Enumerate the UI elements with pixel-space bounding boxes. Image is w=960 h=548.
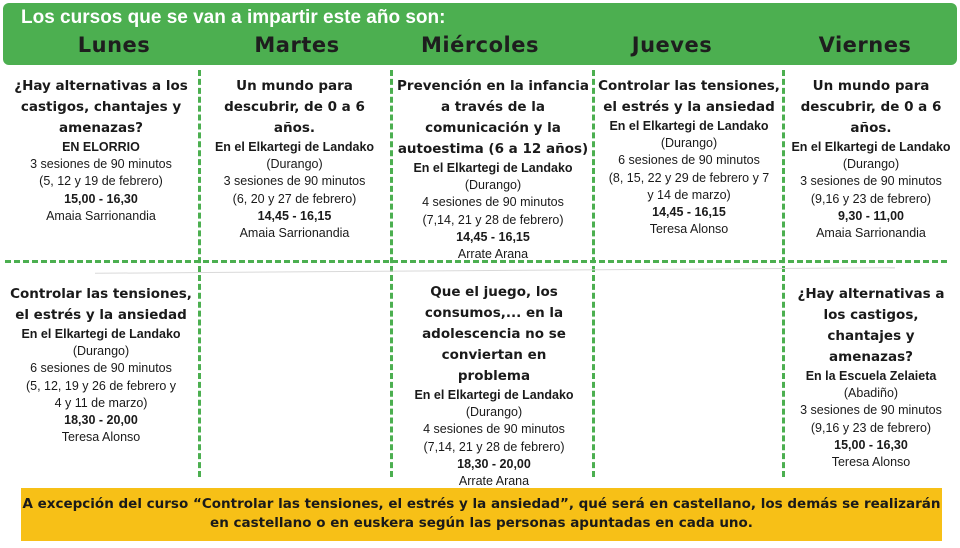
course-title: Que el juego, los consumos,... en la adolescencia no se conviertan en problema — [422, 284, 566, 384]
column-divider — [782, 70, 785, 477]
course-dates: (8, 15, 22 y 29 de febrero y 7 y 14 de marzo) — [608, 170, 770, 202]
course-hours: 9,30 - 11,00 — [837, 208, 905, 223]
course-place: En el Elkartegi de Landako — [791, 140, 951, 154]
course-hours: 18,30 - 20,00 — [457, 456, 531, 471]
course-sessions: 3 sesiones de 90 minutos — [800, 403, 942, 418]
day-header-thursday: Jueves — [631, 33, 713, 57]
course-card-friday-1 — [786, 76, 956, 242]
course-title: ¿Hay alternativas a los castigos, chantajes y amenazas? — [14, 78, 188, 136]
course-teacher: Teresa Alonso — [61, 430, 141, 445]
thin-divider — [95, 267, 895, 274]
course-teacher: Teresa Alonso — [649, 222, 729, 237]
course-teacher: Amaia Sarrionandia — [239, 226, 350, 241]
footer-note-banner — [21, 488, 942, 541]
page-title: Los cursos que se van a impartir este año son: — [21, 7, 446, 28]
course-sessions: 3 sesiones de 90 minutos — [30, 157, 172, 172]
course-title: Un mundo para descubrir, de 0 a 6 años. — [224, 78, 365, 136]
course-dates: (5, 12, 19 y 26 de febrero y 4 y 11 de marzo) — [25, 378, 177, 410]
course-hours: 14,45 - 16,15 — [257, 208, 332, 223]
course-card-friday-2 — [786, 284, 956, 471]
course-card-tuesday-1 — [202, 76, 387, 242]
course-hours: 18,30 - 20,00 — [64, 413, 138, 428]
course-card-monday-1 — [8, 76, 194, 225]
footer-note: A excepción del curso “Controlar las tensiones, el estrés y la ansiedad”, qué será en castellano, los demás se realizarán en castellano o en euskera según las personas apuntadas en cada uno. — [22, 496, 941, 531]
course-dates: (7,14, 21 y 28 de febrero) — [422, 212, 564, 227]
course-town: (Durango) — [266, 157, 323, 172]
course-teacher: Amaia Sarrionandia — [816, 226, 926, 241]
course-hours: 15,00 - 16,30 — [834, 437, 908, 452]
course-sessions: 3 sesiones de 90 minutos — [223, 174, 366, 189]
course-teacher: Arrate Arana — [458, 474, 530, 489]
course-title: Prevención en la infancia a través de la comunicación y la autoestima (6 a 12 años) — [397, 78, 589, 157]
course-card-wednesday-1 — [396, 76, 590, 263]
course-title: Un mundo para descubrir, de 0 a 6 años. — [800, 78, 942, 136]
course-hours: 14,45 - 16,15 — [456, 229, 530, 244]
column-divider — [592, 70, 595, 477]
course-town: (Durango) — [660, 136, 718, 151]
day-header-friday: Viernes — [818, 33, 912, 57]
course-card-thursday-1 — [598, 76, 780, 238]
course-town: (Durango) — [465, 405, 523, 420]
course-dates: (6, 20 y 27 de febrero) — [232, 191, 357, 206]
day-header-tuesday: Martes — [254, 33, 340, 57]
course-sessions: 3 sesiones de 90 minutos — [800, 174, 942, 189]
course-town: (Durango) — [842, 157, 900, 172]
course-hours: 15,00 - 16,30 — [64, 191, 138, 206]
course-sessions: 6 sesiones de 90 minutos — [30, 361, 172, 376]
course-town: (Abadiño) — [843, 386, 899, 401]
course-dates: (7,14, 21 y 28 de febrero) — [423, 439, 565, 454]
course-sessions: 6 sesiones de 90 minutos — [618, 153, 760, 168]
course-dates: (5, 12 y 19 de febrero) — [39, 174, 163, 189]
column-divider — [390, 70, 393, 477]
course-title: ¿Hay alternativas a los castigos, chantajes y amenazas? — [797, 286, 945, 365]
course-dates: (9,16 y 23 de febrero) — [810, 191, 932, 206]
course-dates: (9,16 y 23 de febrero) — [810, 420, 932, 435]
course-hours: 14,45 - 16,15 — [652, 205, 726, 220]
course-town: (Durango) — [72, 344, 130, 359]
course-title: Controlar las tensiones, el estrés y la ansiedad — [10, 286, 192, 323]
course-card-wednesday-2 — [404, 282, 584, 490]
day-header-monday: Lunes — [77, 33, 151, 57]
course-sessions: 4 sesiones de 90 minutos — [423, 422, 565, 437]
course-teacher: Arrate Arana — [457, 247, 529, 262]
day-header-wednesday: Miércoles — [420, 33, 539, 57]
course-teacher: Amaia Sarrionandia — [46, 208, 156, 223]
course-sessions: 4 sesiones de 90 minutos — [422, 195, 564, 210]
course-card-monday-2 — [8, 284, 194, 446]
course-teacher: Teresa Alonso — [831, 455, 911, 470]
course-place: En el Elkartegi de Landako — [414, 388, 574, 402]
course-place: EN ELORRIO — [62, 140, 140, 154]
course-place: En la Escuela Zelaieta — [805, 369, 937, 383]
course-town: (Durango) — [464, 178, 522, 193]
column-divider — [198, 70, 201, 477]
course-place: En el Elkartegi de Landako — [214, 140, 375, 154]
course-place: En el Elkartegi de Landako — [609, 119, 769, 133]
course-place: En el Elkartegi de Landako — [413, 161, 573, 175]
course-title: Controlar las tensiones, el estrés y la ansiedad — [598, 78, 780, 115]
course-place: En el Elkartegi de Landako — [21, 327, 181, 341]
